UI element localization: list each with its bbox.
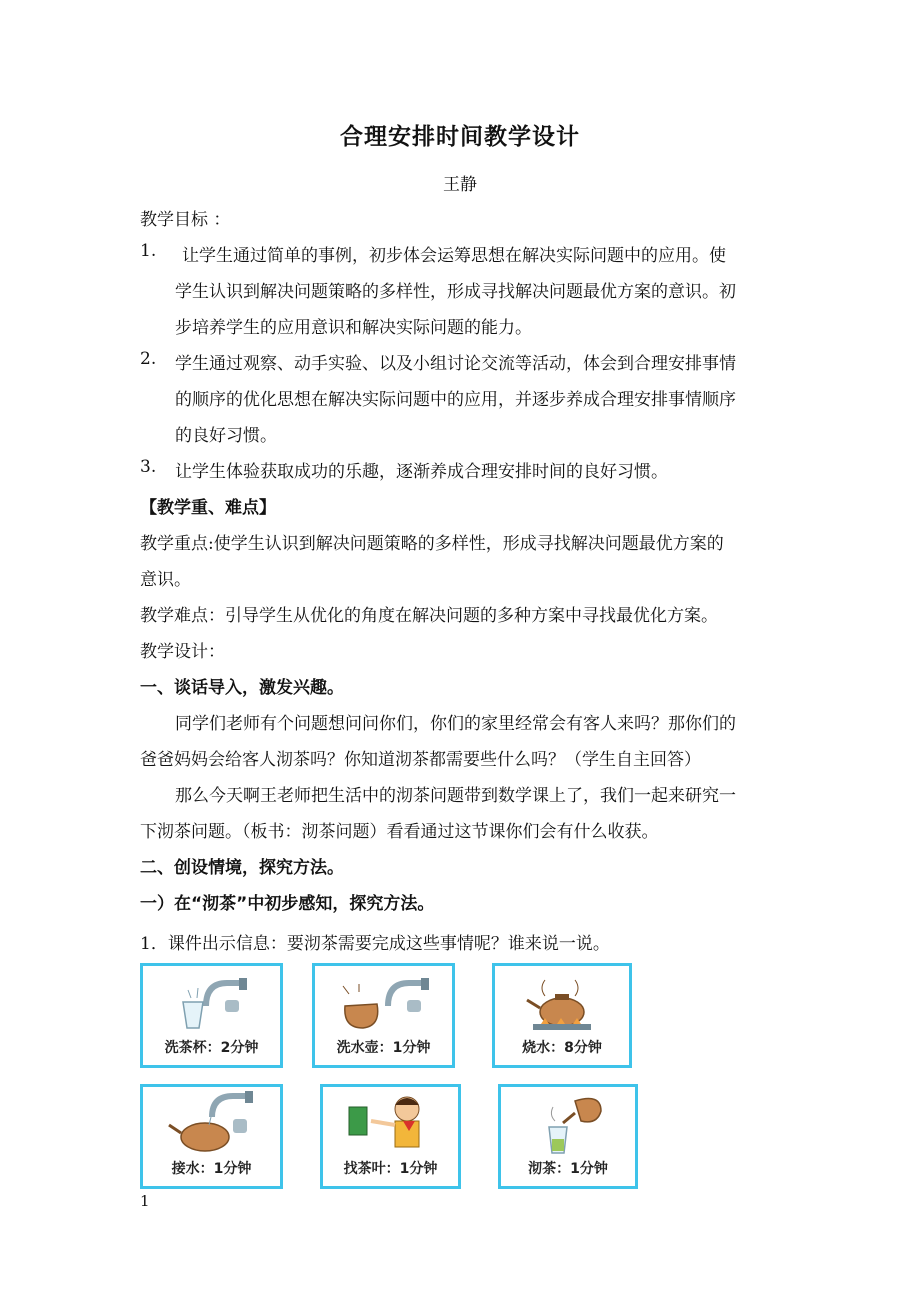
item-line: 1．课件出示信息：要沏茶需要完成这些事情呢？谁来说一说。 xyxy=(140,934,610,954)
goal-line: 步培养学生的应用意识和解决实际问题的能力。 xyxy=(175,318,532,338)
task-card-boil-water xyxy=(492,963,632,1068)
task-card-wash-kettle xyxy=(312,963,455,1068)
author-name: 王静 xyxy=(443,175,477,195)
goal-line: 的顺序的优化思想在解决实际问题中的应用，并逐步养成合理安排事情顺序 xyxy=(175,390,736,410)
subsection-heading: 一）在“沏茶”中初步感知，探究方法。 xyxy=(140,894,435,914)
task-caption: 烧水：8分钟 xyxy=(522,1040,602,1056)
page-number: 1 xyxy=(140,1192,150,1210)
goal-line: 让学生通过简单的事例，初步体会运筹思想在解决实际问题中的应用。使 xyxy=(182,246,726,266)
task-caption: 洗水壶：1分钟 xyxy=(336,1040,431,1056)
goal-number: 3. xyxy=(140,457,157,477)
goal-number: 2. xyxy=(140,349,157,369)
goals-heading: 教学目标 ： xyxy=(140,210,231,230)
task-card-wash-cups xyxy=(140,963,283,1068)
goal-line: 学生认识到解决问题策略的多样性，形成寻找解决问题最优方案的意识。初 xyxy=(175,282,736,302)
section-heading: 一、谈话导入，激发兴趣。 xyxy=(140,678,344,698)
paragraph-line: 下沏茶问题。（板书：沏茶问题）看看通过这节课你们会有什么收获。 xyxy=(140,822,659,842)
task-caption: 接水：1分钟 xyxy=(171,1161,252,1177)
task-caption: 洗茶杯：2分钟 xyxy=(164,1040,259,1056)
goal-number: 1. xyxy=(140,241,157,261)
goal-line: 让学生体验获取成功的乐趣，逐渐养成合理安排时间的良好习惯。 xyxy=(175,462,668,482)
document-title: 合理安排时间教学设计 xyxy=(340,124,580,150)
paragraph-line: 那么今天啊王老师把生活中的沏茶问题带到数学课上了，我们一起来研究一 xyxy=(175,786,736,806)
goal-line: 学生通过观察、动手实验、以及小组讨论交流等活动，体会到合理安排事情 xyxy=(175,354,736,374)
paragraph-line: 同学们老师有个问题想问问你们，你们的家里经常会有客人来吗？那你们的 xyxy=(175,714,736,734)
design-heading: 教学设计： xyxy=(140,642,225,662)
difficulty-line: 教学难点：引导学生从优化的角度在解决问题的多种方案中寻找最优化方案。 xyxy=(140,606,718,626)
task-card-get-water xyxy=(140,1084,283,1189)
goal-line: 的良好习惯。 xyxy=(175,426,277,446)
task-caption: 找茶叶：1分钟 xyxy=(343,1161,438,1177)
key-point-line: 意识。 xyxy=(140,570,191,590)
task-caption: 沏茶：1分钟 xyxy=(528,1161,608,1177)
task-card-make-tea xyxy=(498,1084,638,1189)
key-point-line: 教学重点:使学生认识到解决问题策略的多样性，形成寻找解决问题最优方案的 xyxy=(140,534,724,554)
task-card-find-tea xyxy=(320,1084,461,1189)
key-heading: 【教学重、难点】 xyxy=(140,498,276,518)
section-heading: 二、创设情境，探究方法。 xyxy=(140,858,344,878)
paragraph-line: 爸爸妈妈会给客人沏茶吗？你知道沏茶都需要些什么吗？（学生自主回答） xyxy=(140,750,701,770)
